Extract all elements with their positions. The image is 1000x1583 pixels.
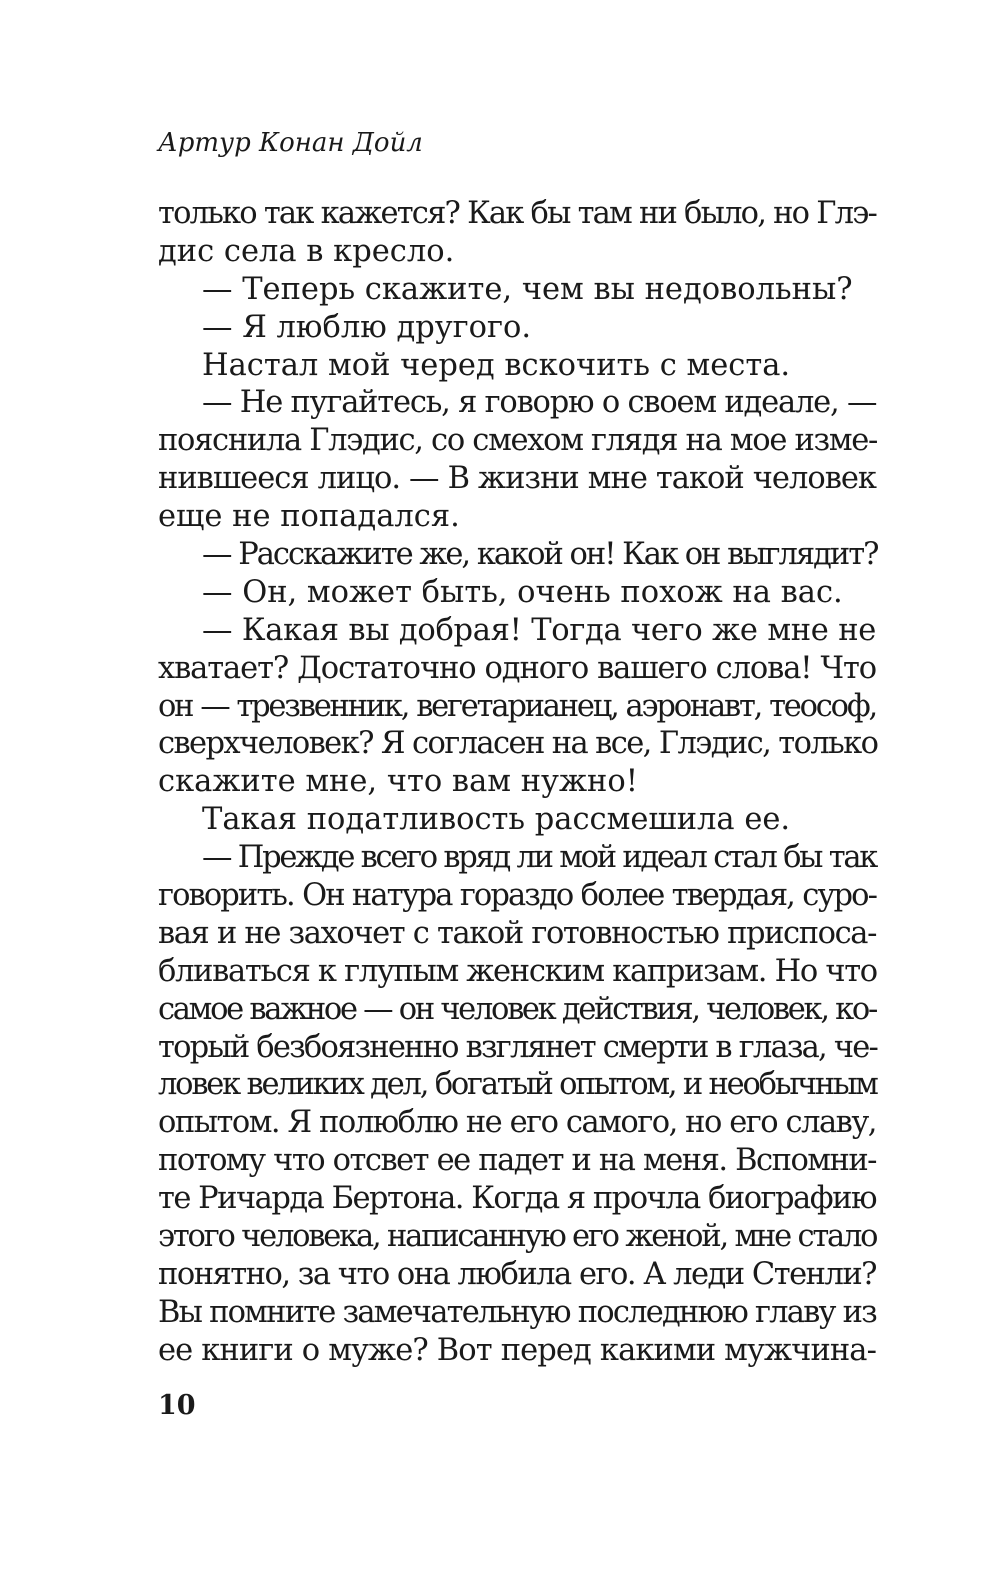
text-line: пояснила Глэдис, со смехом глядя на мое изме- <box>158 423 878 459</box>
text-line: — Какая вы добрая! Тогда чего же мне не <box>202 612 876 648</box>
text-line: только так кажется? Как бы там ни было, но Глэ- <box>158 196 876 231</box>
text-line: торый безбоязненно взглянет смерти в глаза, че- <box>158 1029 877 1065</box>
text-line: Вы помните замечательную последнюю главу из <box>158 1294 876 1330</box>
text-line: понятно, за что она любила его. А леди Стенли? <box>158 1256 876 1292</box>
text-line: самое важное — он человек действия, человек, ко- <box>158 991 876 1027</box>
text-line: опытом. Я полюблю не его самого, но его славу, <box>158 1105 876 1141</box>
text-line: Такая податливость рассмешила ее. <box>202 802 791 838</box>
text-line: — Расскажите же, какой он! Как он выглядит? <box>202 537 878 573</box>
text-line: бливаться к глупым женским капризам. Но что <box>158 953 877 989</box>
text-line: еще не попадался. <box>158 499 460 535</box>
text-line: ловек великих дел, богатый опытом, и необычным <box>158 1067 877 1103</box>
running-header: Артур Конан Дойл <box>158 128 423 158</box>
text-line: — Не пугайтесь, я говорю о своем идеале, — <box>202 385 877 421</box>
text-line: хватает? Достаточно одного вашего слова! Что <box>158 650 876 686</box>
text-line: — Прежде всего вряд ли мой идеал стал бы так <box>202 840 876 876</box>
text-line: те Ричарда Бертона. Когда я прочла биографию <box>158 1181 876 1217</box>
text-line: он — трезвенник, вегетарианец, аэронавт, теософ, <box>158 688 876 724</box>
body-text <box>158 195 876 1370</box>
text-line: скажите мне, что вам нужно! <box>158 764 638 800</box>
text-line: — Он, может быть, очень похож на вас. <box>202 574 843 610</box>
text-line: — Я люблю другого. <box>202 309 532 345</box>
text-line: нившееся лицо. — В жизни мне такой человек <box>158 461 876 497</box>
text-line: говорить. Он натура гораздо более твердая, суро- <box>158 878 876 914</box>
text-line: сверхчеловек? Я согласен на все, Глэдис, только <box>158 726 878 762</box>
text-line: дис села в кресло. <box>158 233 455 269</box>
text-line: — Теперь скажите, чем вы недовольны? <box>202 271 853 307</box>
text-line: потому что отсвет ее падет и на меня. Вспомни- <box>158 1143 876 1179</box>
text-line: вая и не захочет с такой готовностью приспоса- <box>158 915 876 951</box>
text-line: этого человека, написанную его женой, мне стало <box>158 1219 877 1255</box>
text-line: ее книги о муже? Вот перед какими мужчина- <box>158 1332 876 1368</box>
page-number: 10 <box>158 1390 196 1421</box>
text-line: Настал мой черед вскочить с места. <box>202 347 791 383</box>
